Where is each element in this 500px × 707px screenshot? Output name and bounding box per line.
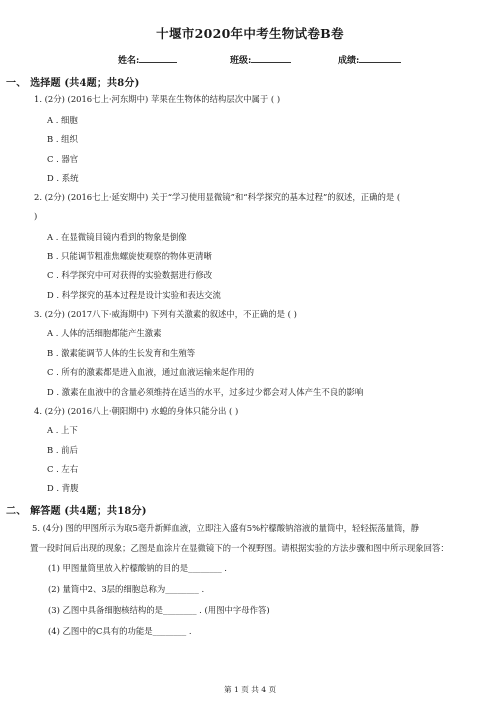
option-c: C . 器官 bbox=[47, 154, 79, 164]
question-stem-cont: 置一段时间后出现的现象；乙图是血涂片在显微镜下的一个视野图。请根据实验的方法步骤和图中所示现象回答： bbox=[30, 543, 449, 553]
option-d: D . 系统 bbox=[47, 173, 79, 183]
sub-question: (3) 乙图中具备细胞核结构的是________ . (用图中字母作答) bbox=[48, 605, 270, 615]
question-stem: 4. (2分) (2016八上·朝阳期中) 水螅的身体只能分出 ( ) bbox=[34, 406, 239, 416]
sub-question: (4) 乙图中的C具有的功能是________ . bbox=[48, 626, 192, 636]
question-stem: 3. (2分) (2017八下·威海期中) 下列有关激素的叙述中，不正确的是 ( ) bbox=[34, 309, 297, 319]
option-b: B . 前后 bbox=[47, 445, 78, 455]
question-stem: 2. (2分) (2016七上·延安期中) 关于“学习使用显微镜”和“科学探究的基本过程”的叙述，正确的是 ( bbox=[34, 192, 401, 202]
option-a: A . 在显微镜目镜内看到的物象是倒像 bbox=[47, 232, 187, 242]
name-label: 姓名: bbox=[118, 56, 140, 66]
option-d: D . 激素在血液中的含量必须维持在适当的水平，过多过少都会对人体产生不良的影响 bbox=[47, 387, 364, 397]
section-heading-answer: 二、 解答题 (共4题；共18分) bbox=[6, 506, 147, 517]
page-title: 十堰市2020年中考生物试卷B卷 bbox=[156, 26, 344, 41]
option-a: A . 上下 bbox=[47, 425, 78, 435]
class-blank bbox=[251, 53, 291, 63]
page-footer: 第 1 页 共 4 页 bbox=[223, 685, 277, 694]
score-label: 成绩: bbox=[338, 56, 360, 66]
score-field bbox=[338, 53, 401, 66]
sub-question: (1) 甲图量筒里放入柠檬酸钠的目的是________ . bbox=[48, 563, 227, 573]
score-blank bbox=[359, 53, 401, 63]
option-b: B . 激素能调节人体的生长发育和生殖等 bbox=[47, 348, 196, 358]
name-blank bbox=[139, 53, 177, 63]
option-c: C . 科学探究中可对获得的实验数据进行修改 bbox=[47, 270, 213, 280]
question-stem: 5. (4分) 图的甲图所示为取5毫升新鲜血液，立即注入盛有5%柠檬酸钠溶液的量筒中，轻轻振荡量筒，静 bbox=[32, 523, 420, 533]
option-a: A . 细胞 bbox=[47, 115, 78, 125]
class-field bbox=[230, 53, 291, 66]
question-stem: 1. (2分) (2016七上·河东期中) 苹果在生物体的结构层次中属于 ( ) bbox=[34, 94, 281, 104]
option-d: D . 背腹 bbox=[47, 483, 79, 493]
sub-question: (2) 量筒中2、3层的细胞总称为________ . bbox=[48, 584, 205, 594]
name-field bbox=[118, 53, 177, 66]
section-heading-choice: 一、 选择题 (共4题；共8分) bbox=[6, 78, 140, 89]
option-a: A . 人体的活细胞都能产生激素 bbox=[47, 328, 162, 338]
option-b: B . 只能调节粗准焦螺旋使观察的物体更清晰 bbox=[47, 251, 212, 261]
option-c: C . 左右 bbox=[47, 464, 79, 474]
option-c: C . 所有的激素都是进入血液，通过血液运输来起作用的 bbox=[47, 367, 255, 377]
question-stem-cont: ) bbox=[34, 211, 38, 221]
class-label: 班级: bbox=[230, 56, 252, 66]
option-b: B . 组织 bbox=[47, 134, 78, 144]
option-d: D . 科学探究的基本过程是设计实验和表达交流 bbox=[47, 290, 221, 300]
